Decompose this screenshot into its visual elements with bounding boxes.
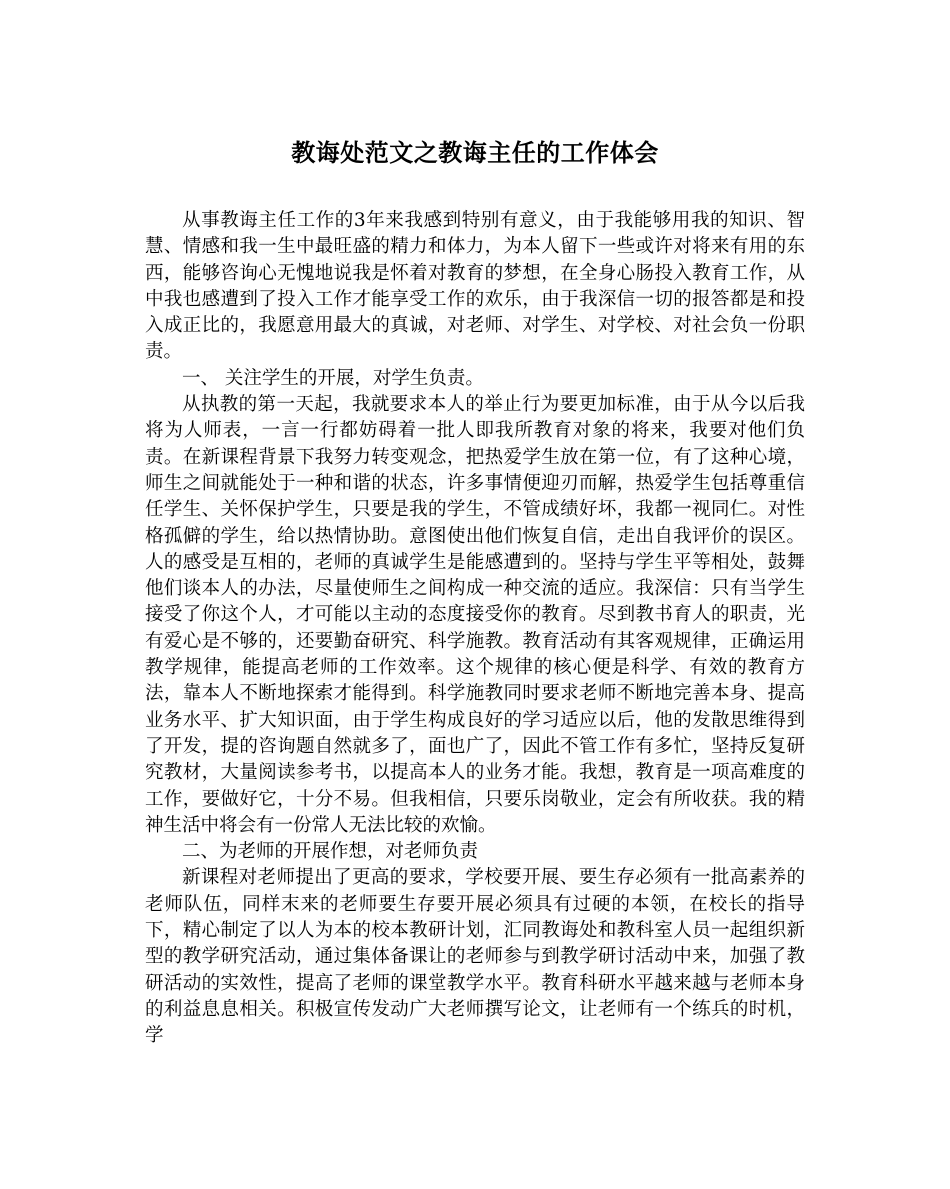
paragraph-section-2: 新课程对老师提出了更高的要求，学校要开展、要生存必须有一批高素养的老师队伍，同样末来的老师要生存要开展必须具有过硬的本领，在校长的指导下，精心制定了以人为本的校本教研计划，汇同教诲处和教科室人员一起组织新型的教学研究活动，通过集体备课让的老师参与到教学研讨活动中来，加强了教研活动的实效性，提高了老师的课堂教学水平。教育科研水平越来越与老师本身的利益息息相关。积极宣传发动广大老师撰写论文，让老师有一个练兵的时机，学 <box>145 867 805 1047</box>
document-page <box>145 0 805 1189</box>
section-heading-2: 二、为老师的开展作想，对老师负责 <box>182 841 479 863</box>
paragraph-intro: 从事教诲主任工作的3年来我感到特别有意义，由于我能够用我的知识、智慧、情感和我一生中最旺盛的精力和体力，为本人留下一些或许对将来有用的东西，能够咨询心无愧地说我是怀着对教育的梦想，在全身心肠投入教育工作，从中我也感遭到了投入工作才能享受工作的欢乐，由于我深信一切的报答都是和投入成正比的，我愿意用最大的真诚，对老师、对学生、对学校、对社会负一份职责。 <box>145 210 805 363</box>
document-body <box>145 208 805 1050</box>
section-heading-1: 一、 关注学生的开展，对学生负责。 <box>182 367 484 389</box>
paragraph-section-1: 从执教的第一天起，我就要求本人的举止行为要更加标准，由于从今以后我将为人师表，一言一行都妨碍着一批人即我所教育对象的将来，我要对他们负责。在新课程背景下我努力转变观念，把热爱学生放在第一位，有了这种心境，师生之间就能处于一种和谐的状态，许多事情便迎刃而解，热爱学生包括尊重信任学生、关怀保护学生，只要是我的学生，不管成绩好坏，我都一视同仁。对性格孤僻的学生，给以热情协助。意图使出他们恢复自信，走出自我评价的误区。人的感受是互相的，老师的真诚学生是能感遭到的。坚持与学生平等相处，鼓舞他们谈本人的办法，尽量使师生之间构成一种交流的适应。我深信：只有当学生接受了你这个人，才可能以主动的态度接受你的教育。尽到教书育人的职责，光有爱心是不够的，还要勤奋研究、科学施教。教育活动有其客观规律，正确运用教学规律，能提高老师的工作效率。这个规律的核心便是科学、有效的教育方法，靠本人不断地探索才能得到。科学施教同时要求老师不断地完善本身、提高业务水平、扩大知识面，由于学生构成良好的学习适应以后，他的发散思维得到了开发，提的咨询题自然就多了，面也广了，因此不管工作有多忙，坚持反复研究教材，大量阅读参考书，以提高本人的业务才能。我想，教育是一项高难度的工作，要做好它，十分不易。但我相信，只要乐岗敬业，定会有所收获。我的精神生活中将会有一份常人无法比较的欢愉。 <box>145 394 805 836</box>
document-title: 教诲处范文之教诲主任的工作体会 <box>291 138 659 167</box>
